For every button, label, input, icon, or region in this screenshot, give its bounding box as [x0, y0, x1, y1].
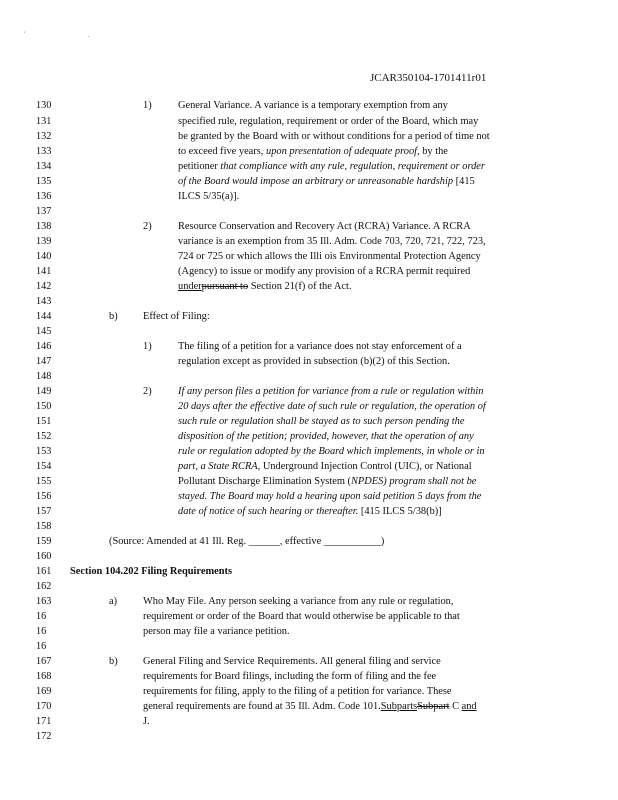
- line-number: 143: [36, 296, 52, 307]
- inserted-text: Subparts: [380, 701, 418, 712]
- line-number: 172: [36, 731, 52, 742]
- general-filing-line: requirements for filing, apply to the filing of a petition for variance. These: [143, 686, 452, 697]
- line-number: 132: [36, 131, 52, 142]
- general-filing-line: requirements for Board filings, including the form of filing and the fee: [143, 671, 437, 682]
- text-run: Underground Injection Control (UIC), or National: [260, 461, 472, 472]
- section-heading: Section 104.202 Filing Requirements: [70, 566, 233, 577]
- deleted-text: pursuant to: [201, 281, 249, 292]
- general-variance-line: General Variance. A variance is a temporary exemption from any: [178, 100, 448, 111]
- italic-run: upon presentation of adequate proof,: [266, 146, 420, 157]
- who-may-file-line: Who May File. Any person seeking a variance from any rule or regulation,: [143, 596, 454, 607]
- italic-run: NPDES) program shall not be: [350, 476, 477, 487]
- line-number: 133: [36, 146, 52, 157]
- line-number: 142: [36, 281, 52, 292]
- item-number-1: 1): [143, 341, 152, 352]
- line-number: 170: [36, 701, 52, 712]
- subsection-label-b: b): [109, 311, 118, 322]
- line-number: 149: [36, 386, 52, 397]
- line-number: 155: [36, 476, 52, 487]
- stay-provision-line: If any person files a petition for variance from a rule or regulation within: [178, 386, 484, 397]
- text-run: C: [449, 701, 462, 712]
- text-run: Section 21(f) of the Act.: [248, 281, 352, 292]
- italic-run: date of notice of such hearing or thereafter.: [178, 506, 359, 517]
- stay-provision-line: [178, 476, 476, 487]
- text-run: [415 ILCS 5/38(b)]: [358, 506, 442, 517]
- who-may-file-line: requirement or order of the Board that would otherwise be applicable to that: [143, 611, 460, 622]
- line-number: 153: [36, 446, 52, 457]
- line-number: 131: [36, 116, 52, 127]
- effect-of-filing-title: Effect of Filing:: [143, 311, 210, 322]
- item-number-2: 2): [143, 386, 152, 397]
- line-number: 167: [36, 656, 52, 667]
- line-number: 148: [36, 371, 52, 382]
- line-number: 171: [36, 716, 52, 727]
- item-number-1: 1): [143, 100, 152, 111]
- rcra-variance-line: (Agency) to issue or modify any provision of a RCRA permit required: [178, 266, 471, 277]
- line-number: 136: [36, 191, 52, 202]
- inserted-text: and: [461, 701, 477, 712]
- text-run: petitioner: [178, 161, 221, 172]
- line-number: 156: [36, 491, 52, 502]
- stay-provision-line: such rule or regulation shall be stayed as to such person pending the: [178, 416, 465, 427]
- line-number: 135: [36, 176, 52, 187]
- item-number-2: 2): [143, 221, 152, 232]
- line-number: 154: [36, 461, 52, 472]
- inserted-text: under: [178, 281, 202, 292]
- line-number: 144: [36, 311, 52, 322]
- line-number: 151: [36, 416, 52, 427]
- line-number: 161: [36, 566, 52, 577]
- line-number: 158: [36, 521, 52, 532]
- italic-run: of the Board would impose an arbitrary or unreasonable hardship: [178, 176, 454, 187]
- italic-run: that compliance with any rule, regulation, requirement or order: [220, 161, 485, 172]
- document-id: JCAR350104-1701411r01: [370, 72, 487, 84]
- stay-provision-line: stayed. The Board may hold a hearing upon said petition 5 days from the: [178, 491, 482, 502]
- effect-line: regulation except as provided in subsection (b)(2) of this Section.: [178, 356, 450, 367]
- stay-provision-line: rule or regulation adopted by the Board which implements, in whole or in: [178, 446, 485, 457]
- line-number: 150: [36, 401, 52, 412]
- subsection-label-a: a): [109, 596, 118, 607]
- who-may-file-line: person may file a variance petition.: [143, 626, 290, 637]
- text-run: by the: [419, 146, 448, 157]
- text-run: [415: [453, 176, 475, 187]
- line-number: 160: [36, 551, 52, 562]
- text-run: general requirements are found at 35 Ill. Adm. Code 101.: [143, 701, 381, 712]
- general-variance-line: be granted by the Board with or without conditions for a period of time not: [178, 131, 490, 142]
- text-run: to exceed five years,: [178, 146, 266, 157]
- line-number: 147: [36, 356, 52, 367]
- line-number: 145: [36, 326, 52, 337]
- line-number: 137: [36, 206, 52, 217]
- line-number: 140: [36, 251, 52, 262]
- scan-specks: ' .: [24, 30, 120, 39]
- general-filing-line: General Filing and Service Requirements. All general filing and service: [143, 656, 441, 667]
- rcra-variance-line: variance is an exemption from 35 Ill. Adm. Code 703, 720, 721, 722, 723,: [178, 236, 486, 247]
- line-number: 146: [36, 341, 52, 352]
- rcra-variance-line: 724 or 725 or which allows the Illi ois Environmental Protection Agency: [178, 251, 481, 262]
- line-number: 139: [36, 236, 52, 247]
- line-number: 159: [36, 536, 52, 547]
- effect-line: The filing of a petition for a variance does not stay enforcement of a: [178, 341, 462, 352]
- line-number: 134: [36, 161, 52, 172]
- line-number: 141: [36, 266, 52, 277]
- line-number: 168: [36, 671, 52, 682]
- stay-provision-line: [178, 506, 442, 517]
- stay-provision-line: disposition of the petition; provided, however, that the operation of any: [178, 431, 474, 442]
- line-number: 163: [36, 596, 52, 607]
- line-number: 162: [36, 581, 52, 592]
- text-run: Pollutant Discharge Elimination System (: [178, 476, 351, 487]
- line-number: 16: [36, 611, 47, 622]
- general-filing-line: [143, 701, 477, 712]
- subsection-label-b: b): [109, 656, 118, 667]
- line-number: 16: [36, 641, 47, 652]
- line-number: 130: [36, 100, 52, 111]
- general-variance-line: [178, 161, 485, 172]
- general-variance-line: [178, 176, 475, 187]
- line-number: 169: [36, 686, 52, 697]
- rcra-variance-line: Resource Conservation and Recovery Act (RCRA) Variance. A RCRA: [178, 221, 471, 232]
- general-variance-line: ILCS 5/35(a)].: [178, 191, 240, 202]
- general-variance-line: [178, 146, 448, 157]
- general-variance-line: specified rule, regulation, requirement or order of the Board, which may: [178, 116, 479, 127]
- general-filing-line: J.: [143, 716, 150, 727]
- line-number: 138: [36, 221, 52, 232]
- line-number: 16: [36, 626, 47, 637]
- rcra-variance-line: [178, 281, 351, 292]
- line-number: 152: [36, 431, 52, 442]
- stay-provision-line: 20 days after the effective date of such rule or regulation, the operation of: [178, 401, 486, 412]
- italic-run: part, a State RCRA,: [178, 461, 261, 472]
- source-note: (Source: Amended at 41 Ill. Reg. ______, effective ___________): [109, 536, 385, 547]
- stay-provision-line: [178, 461, 472, 472]
- deleted-text: Subpart: [417, 701, 450, 712]
- line-number: 157: [36, 506, 52, 517]
